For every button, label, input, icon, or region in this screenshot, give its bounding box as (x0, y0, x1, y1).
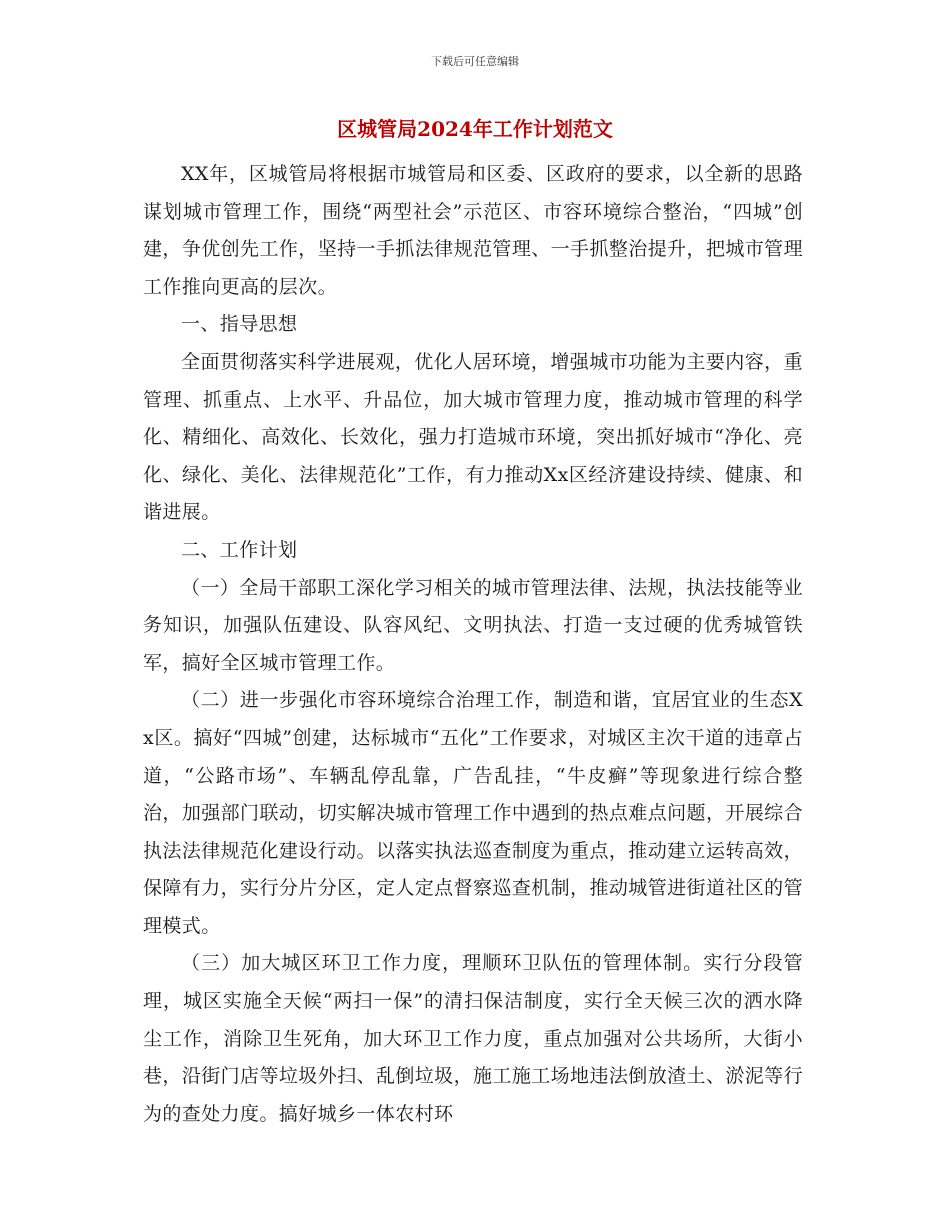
section-heading-work-plan: 二、工作计划 (181, 538, 298, 561)
guiding-ideology-paragraph: 全面贯彻落实科学进展观，优化人居环境，增强城市功能为主要内容，重管理、抓重点、上水平、升品位，加大城市管理力度，推动城市管理的科学化、精细化、高效化、长效化，强力打造城市环境，突出抓好城市“净化、亮化、绿化、美化、法律规范化”工作，有力推动Xx区经济建设持续、健康、和谐进展。 (143, 350, 803, 524)
section-heading-guiding-ideology: 一、指导思想 (181, 313, 298, 336)
work-plan-item-1: （一）全局干部职工深化学习相关的城市管理法律、法规，执法技能等业务知识，加强队伍建设、队容风纪、文明执法、打造一支过硬的优秀城管铁军，搞好全区城市管理工作。 (143, 576, 803, 674)
document-title: 区城管局2024年工作计划范文 (337, 117, 613, 141)
intro-paragraph: XX年，区城管局将根据市城管局和区委、区政府的要求，以全新的思路谋划城市管理工作，围绕“两型社会”示范区、市容环境综合整治，“四城”创建，争优创先工作，坚持一手抓法律规范管理、一手抓整治提升，把城市管理工作推向更高的层次。 (143, 163, 803, 298)
work-plan-item-3: （三）加大城区环卫工作力度，理顺环卫队伍的管理体制。实行分段管理，城区实施全天候“两扫一保”的清扫保洁制度，实行全天候三次的洒水降尘工作，消除卫生死角，加大环卫工作力度，重点加强对公共场所，大街小巷，沿街门店等垃圾外扫、乱倒垃圾，施工施工场地违法倒放渣土、淤泥等行为的查处力度。搞好城乡一体农村环 (143, 952, 803, 1125)
document-body (143, 156, 803, 1133)
work-plan-item-2: （二）进一步强化市容环境综合治理工作，制造和谐，宜居宜业的生态Xx区。搞好“四城”创建，达标城市“五化”工作要求，对城区主次干道的违章占道，“公路市场”、车辆乱停乱靠，广告乱挂，“牛皮癣”等现象进行综合整治，加强部门联动，切实解决城市管理工作中遇到的热点难点问题，开展综合执法法律规范化建设行动。以落实执法巡查制度为重点，推动建立运转高效，保障有力，实行分片分区，定人定点督察巡查机制，推动城管进街道社区的管理模式。 (143, 689, 803, 937)
page-header: 下载后可任意编辑 (431, 55, 519, 68)
